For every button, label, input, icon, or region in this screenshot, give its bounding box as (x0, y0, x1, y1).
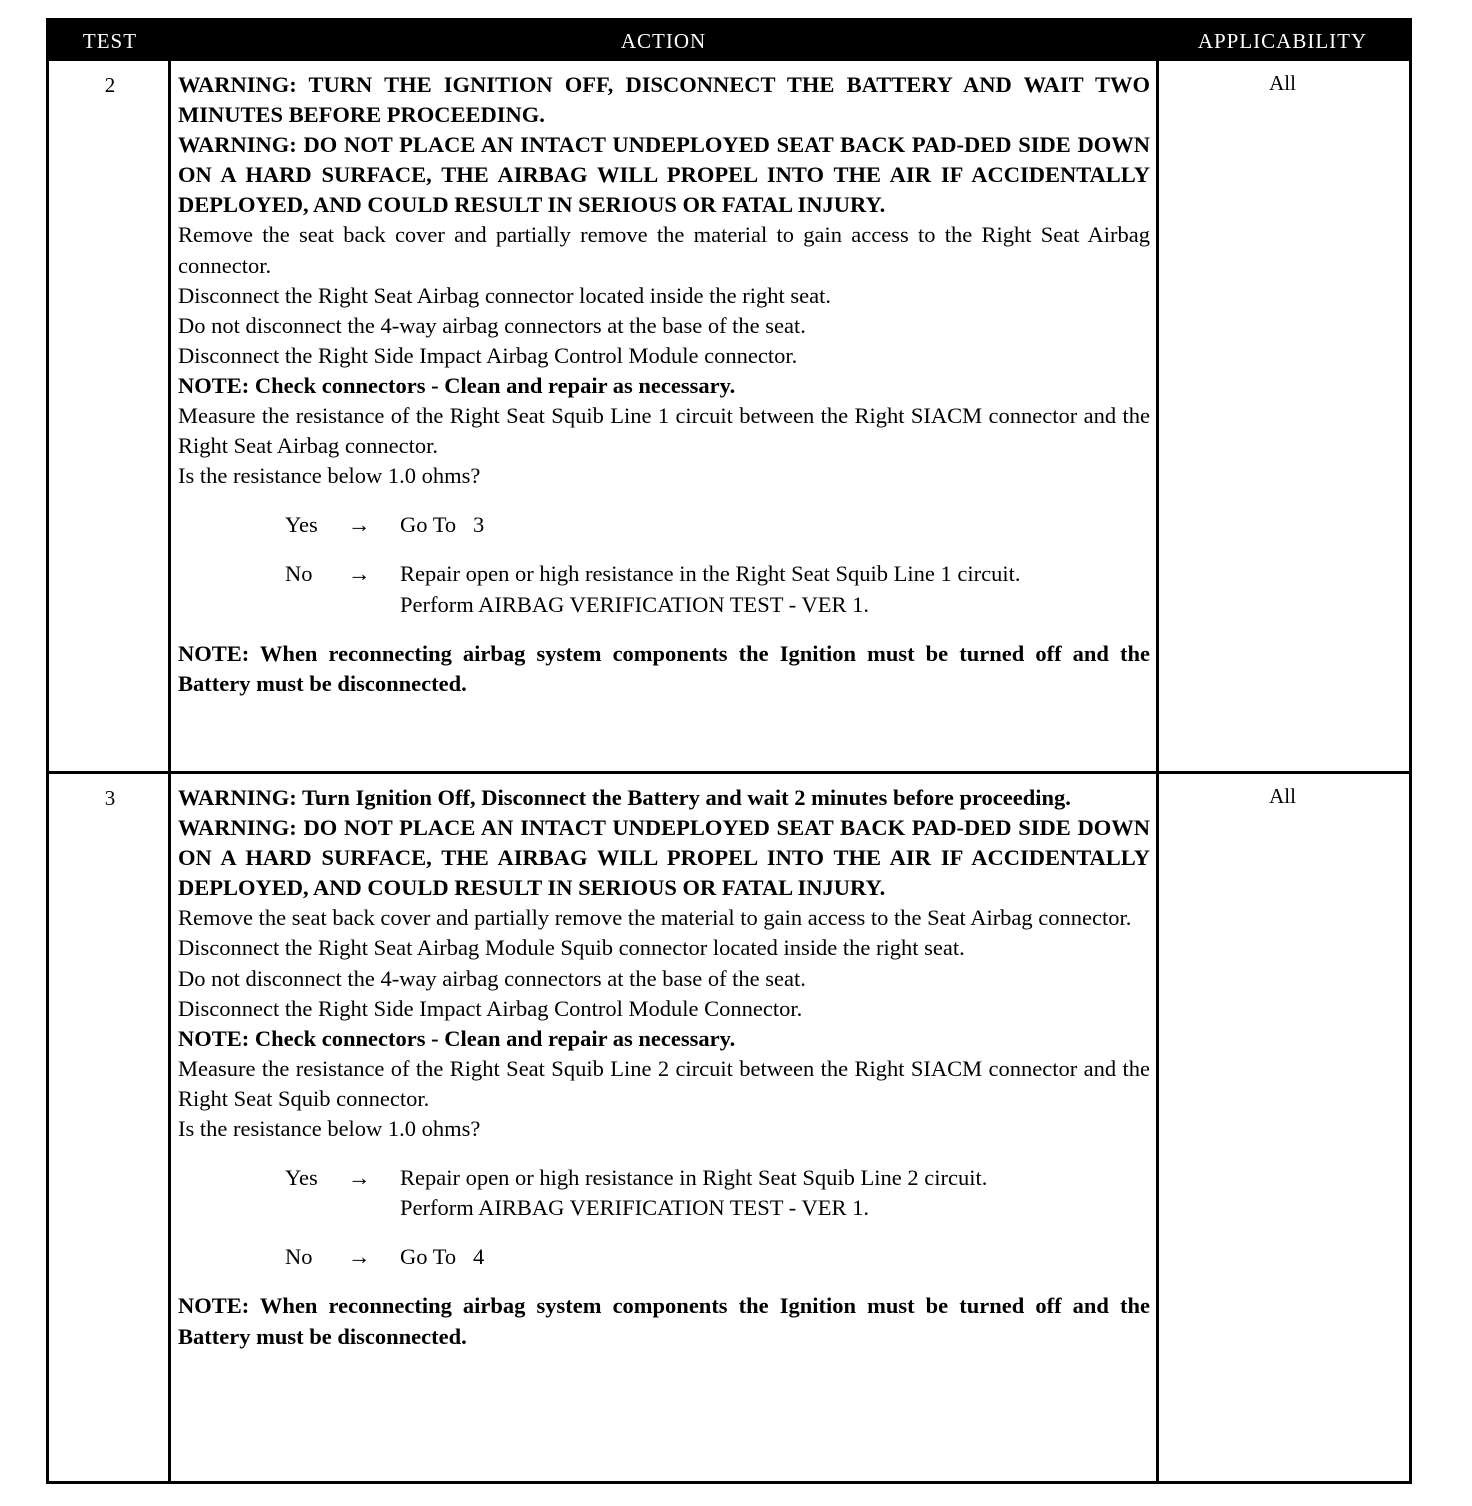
outcome-label: Yes (285, 512, 318, 538)
test-number: 3 (104, 786, 116, 810)
header-applicability: APPLICABILITY (1197, 29, 1368, 53)
outcome-text: Perform AIRBAG VERIFICATION TEST - VER 1. (400, 591, 869, 617)
outcome-yes (178, 510, 1150, 540)
arrow-icon: → (348, 561, 371, 587)
row-divider (49, 771, 1409, 774)
outcome-label: No (285, 1244, 313, 1270)
step-text: Disconnect the Right Seat Airbag connector located inside the right seat. (178, 282, 831, 308)
outcome-text: Repair open or high resistance in Right Seat Squib Line 2 circuit. (400, 1165, 988, 1191)
arrow-icon: → (348, 1244, 371, 1270)
header-action: ACTION (620, 29, 707, 53)
step-text: Remove the seat back cover and partially remove the material to gain access to the Right Seat Airbag connector. (178, 222, 1150, 278)
diagnostic-table (46, 18, 1412, 1484)
question-text: Is the resistance below 1.0 ohms? (178, 1116, 481, 1142)
step-text: Disconnect the Right Side Impact Airbag Control Module connector. (178, 342, 798, 368)
outcome-label: No (285, 561, 313, 587)
step-text: Measure the resistance of the Right Seat Squib Line 2 circuit between the Right SIACM connector and the Right Seat Squib connector. (178, 1055, 1150, 1111)
step-text: Disconnect the Right Side Impact Airbag Control Module Connector. (178, 995, 803, 1021)
note-text: NOTE: When reconnecting airbag system components the Ignition must be turned off and the Battery must be disconnected. (178, 1293, 1150, 1349)
outcome-text: Repair open or high resistance in the Right Seat Squib Line 1 circuit. (400, 561, 1021, 587)
applicability-value: All (1269, 784, 1296, 808)
step-text: Disconnect the Right Seat Airbag Module Squib connector located inside the right seat. (178, 935, 965, 961)
step-text: Measure the resistance of the Right Seat Squib Line 1 circuit between the Right SIACM connector and the Right Seat Airbag connector. (178, 403, 1150, 459)
outcome-label: Yes (285, 1165, 318, 1191)
note-text: NOTE: When reconnecting airbag system components the Ignition must be turned off and the Battery must be disconnected. (178, 640, 1150, 696)
note-text: NOTE: Check connectors - Clean and repair as necessary. (178, 372, 736, 398)
outcome-text: Go To 4 (400, 1244, 485, 1270)
applicability-value: All (1269, 71, 1296, 95)
warning-text: WARNING: DO NOT PLACE AN INTACT UNDEPLOYED SEAT BACK PAD-DED SIDE DOWN ON A HARD SURFACE, THE AIRBAG WILL PROPEL INTO THE AIR IF ACCIDENTALLY DEPLOYED, AND COULD RESULT IN SERIOUS OR FATAL INJURY. (178, 132, 1150, 218)
step-text: Remove the seat back cover and partially remove the material to gain access to the Seat Airbag connector. (178, 905, 1132, 931)
table-header (49, 21, 1409, 61)
question-text: Is the resistance below 1.0 ohms? (178, 463, 481, 489)
arrow-icon: → (348, 512, 371, 538)
outcome-yes (178, 1163, 1150, 1223)
note-text: NOTE: Check connectors - Clean and repair as necessary. (178, 1025, 736, 1051)
outcome-text: Perform AIRBAG VERIFICATION TEST - VER 1. (400, 1195, 869, 1221)
warning-text: WARNING: DO NOT PLACE AN INTACT UNDEPLOYED SEAT BACK PAD-DED SIDE DOWN ON A HARD SURFACE, THE AIRBAG WILL PROPEL INTO THE AIR IF ACCIDENTALLY DEPLOYED, AND COULD RESULT IN SERIOUS OR FATAL INJURY. (178, 815, 1150, 901)
outcome-no (178, 1242, 1150, 1272)
arrow-icon: → (348, 1165, 371, 1191)
step-text: Do not disconnect the 4-way airbag connectors at the base of the seat. (178, 312, 806, 338)
test-number: 2 (104, 73, 116, 97)
header-test: TEST (82, 29, 138, 53)
outcome-text: Go To 3 (400, 512, 485, 538)
outcome-no (178, 559, 1150, 619)
action-cell (178, 70, 1150, 699)
action-cell (178, 783, 1150, 1352)
warning-text: WARNING: Turn Ignition Off, Disconnect the Battery and wait 2 minutes before proceeding. (178, 785, 1071, 810)
step-text: Do not disconnect the 4-way airbag connectors at the base of the seat. (178, 965, 806, 991)
warning-text: WARNING: TURN THE IGNITION OFF, DISCONNECT THE BATTERY AND WAIT TWO MINUTES BEFORE PROCEEDING. (178, 72, 1150, 128)
